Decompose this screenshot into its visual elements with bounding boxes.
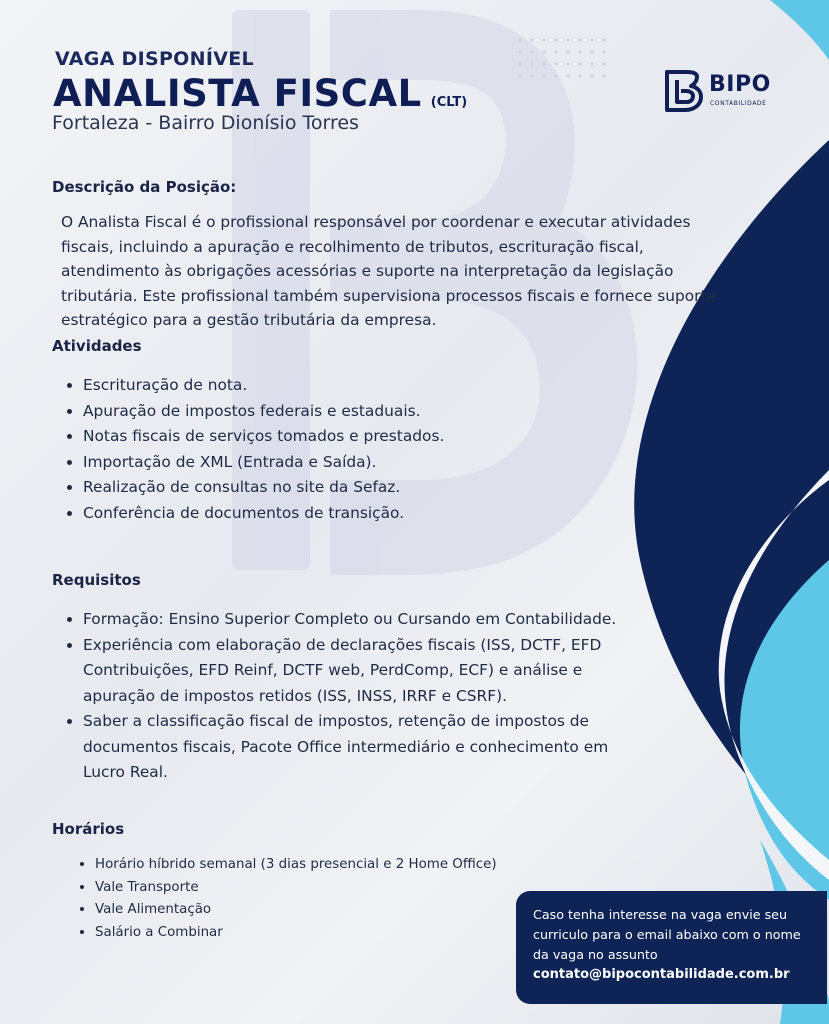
list-item: Vale Alimentação	[78, 899, 558, 922]
contact-email[interactable]: contato@bipocontabilidade.com.br	[533, 967, 790, 982]
requirements-heading: Requisitos	[52, 571, 141, 589]
list-item: Saber a classificação fiscal de impostos, retenção de impostos de documentos fiscais, Pacote Office intermediário e conhecimento em Lucro Real.	[64, 709, 654, 786]
list-item: Formação: Ensino Superior Completo ou Cursando em Contabilidade.	[64, 607, 654, 633]
list-item: Notas fiscais de serviços tomados e prestados.	[64, 424, 624, 450]
activities-list	[64, 373, 624, 526]
description-heading: Descrição da Posição:	[52, 178, 237, 196]
list-item: Conferência de documentos de transição.	[64, 501, 624, 527]
title-row	[53, 72, 467, 115]
logo-subtitle: CONTABILIDADE	[710, 100, 767, 107]
list-item: Vale Transporte	[78, 877, 558, 900]
job-tag: VAGA DISPONÍVEL	[55, 48, 254, 70]
requirements-list	[64, 607, 654, 786]
schedule-list	[78, 854, 558, 944]
schedule-heading: Horários	[52, 820, 125, 838]
logo-name: BIPO	[709, 72, 771, 97]
job-title: ANALISTA FISCAL	[53, 72, 422, 115]
list-item: Experiência com elaboração de declarações fiscais (ISS, DCTF, EFD Contribuições, EFD Reinf, DCTF web, PerdComp, ECF) e análise e apuração de impostos retidos (ISS, INSS, IRRF e CSRF).	[64, 633, 654, 710]
list-item: Horário híbrido semanal (3 dias presencial e 2 Home Office)	[78, 854, 558, 877]
list-item: Apuração de impostos federais e estaduais.	[64, 399, 624, 425]
job-contract-type: (CLT)	[430, 95, 468, 110]
description-text: O Analista Fiscal é o profissional responsável por coordenar e executar atividades fiscais, incluindo a apuração e recolhimento de tributos, escrituração fiscal, atendimento às obrigações acessórias e suporte na interpretação da legislação tributária. Este profissional também supervisiona processos fiscais e fornece suporte estratégico para a gestão tributária da empresa.	[61, 213, 716, 329]
contact-instructions: Caso tenha interesse na vaga envie seu curriculo para o email abaixo com o nome da vaga no assunto	[533, 907, 801, 962]
activities-heading: Atividades	[52, 337, 142, 355]
list-item: Escrituração de nota.	[64, 373, 624, 399]
list-item: Importação de XML (Entrada e Saída).	[64, 450, 624, 476]
list-item: Salário a Combinar	[78, 922, 558, 945]
job-location: Fortaleza - Bairro Dionísio Torres	[52, 112, 359, 134]
list-item: Realização de consultas no site da Sefaz.	[64, 475, 624, 501]
